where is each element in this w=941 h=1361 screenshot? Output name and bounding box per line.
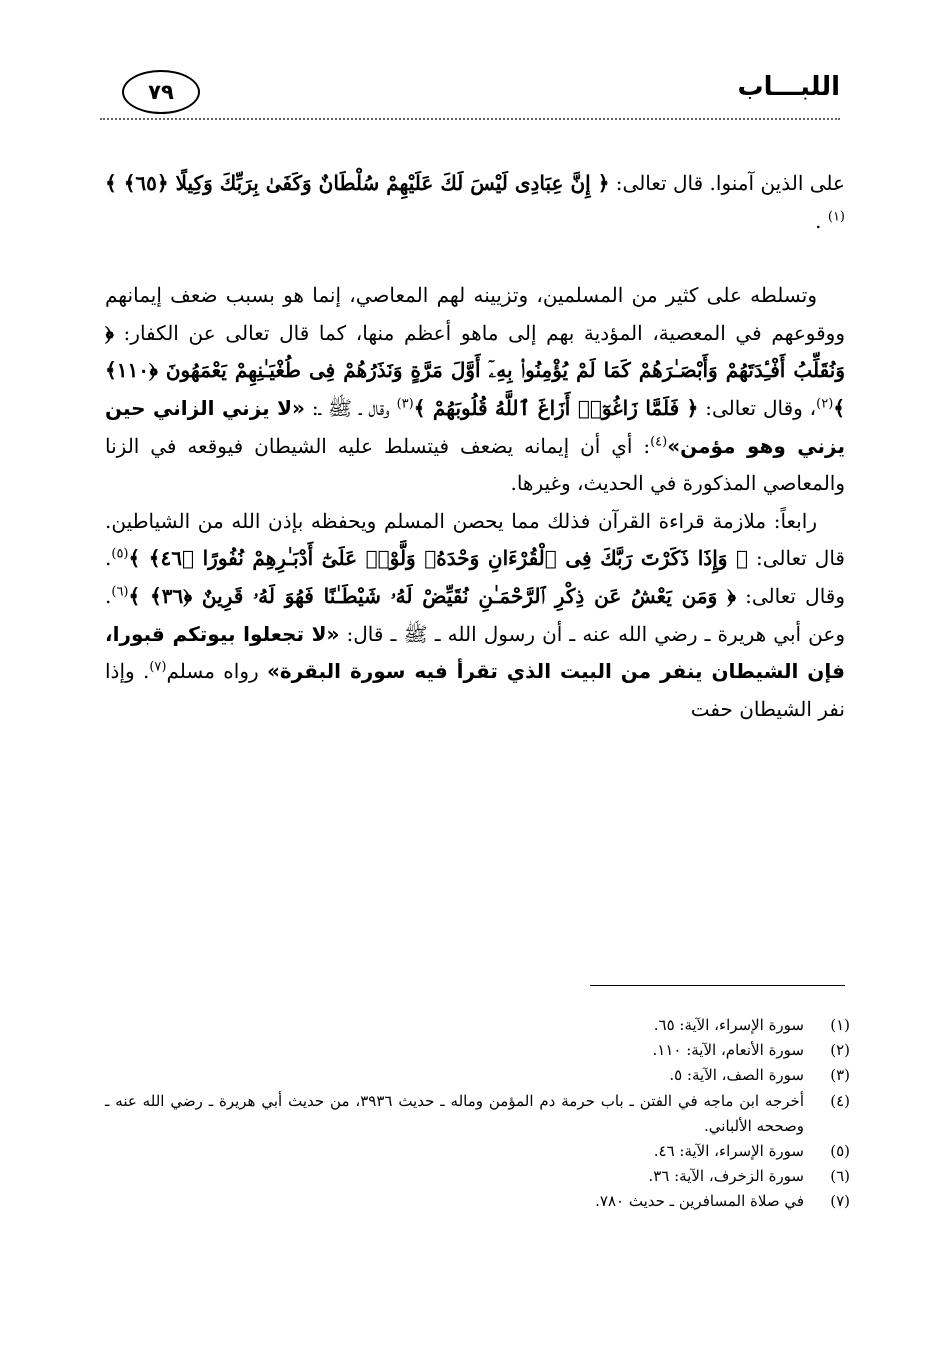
footnote-number: (٤) (830, 1091, 850, 1110)
footnote-text: سورة الأنعام، الآية: ١١٠. (652, 1041, 804, 1060)
footnote-text: أخرجه ابن ماجه في الفتن ـ باب حرمة دم المؤمن وماله ـ حديث ٣٩٣٦، من حديث أبي هريرة ـ رضي الله عنه ـ وصححه الألباني. (105, 1091, 804, 1135)
footnote-text: سورة الإسراء، الآية: ٦٥. (653, 1016, 804, 1034)
text-run: . (815, 208, 828, 233)
text-run: رواه مسلم (166, 659, 267, 684)
page-header (100, 70, 840, 120)
footnote-number: (٦) (830, 1167, 850, 1186)
footnote-divider (590, 985, 845, 986)
text-run: . وقال تعالى: (105, 546, 846, 608)
text-run: على الذين آمنوا. قال تعالى: (609, 171, 845, 195)
footnote-number: (١) (830, 1016, 850, 1034)
text-run: وقال ـ ﷺ ـ: (304, 395, 397, 420)
quran-verse: ﴿ وَنُقَلِّبُ أَفْـِٔدَتَهُمْ وَأَبْصَـٰرَهُمْ كَمَا لَمْ يُؤْمِنُوا۟ بِهِۦٓ أَوَّلَ مَرَّةٍ وَنَذَرُهُمْ فِى طُغْيَـٰنِهِمْ يَعْمَهُونَ ﴿١١٠﴾ ﴾ (105, 320, 845, 420)
footnote-text: سورة الزخرف، الآية: ٣٦. (648, 1167, 804, 1186)
text-run: : أي أن إيمانه يضعف فيتسلط عليه الشيطان فيوقعه في الزنا والمعاصي المذكورة في الحديث، وغيرها. (105, 433, 845, 496)
footnote (105, 1038, 850, 1063)
footnote (105, 1164, 850, 1189)
footnote-ref: (٦) (111, 584, 129, 600)
footnote-ref: (٣) (396, 396, 414, 412)
quran-verse: ﴿ وَإِذَا ذَكَرْتَ رَبَّكَ فِى ٱلْقُرْءَانِ وَحْدَهُۥ وَلَّوْا۟ عَلَىٰٓ أَدْبَـٰرِهِمْ نُفُورًا ﴿٤٦﴾ ﴾ (128, 546, 749, 571)
text-run: . وإذا نفر الشيطان حفت (105, 659, 845, 721)
paragraph-2 (105, 277, 845, 503)
footnote-text: سورة الإسراء، الآية: ٤٦. (653, 1142, 804, 1161)
footnote (105, 1089, 850, 1139)
footnote-number: (٥) (830, 1142, 850, 1161)
text-run: ، وقال تعالى: (698, 395, 817, 420)
footnote (105, 1189, 850, 1214)
footnote-number: (٣) (830, 1066, 850, 1085)
footnotes (105, 1013, 850, 1215)
footnote-ref: (١) (827, 208, 845, 224)
book-title: اللبـــاب (737, 72, 840, 102)
text-run: رابعاً: ملازمة قراءة القرآن فذلك مما يحصن المسلم ويحفظه بإذن الله من الشياطين. قال تعالى: (105, 508, 845, 571)
footnote-text: في صلاة المسافرين ـ حديث ٧٨٠. (595, 1192, 804, 1211)
paragraph-1 (105, 165, 845, 240)
footnote (105, 1139, 850, 1164)
footnote-ref: (٢) (816, 396, 834, 412)
footnote (105, 1013, 850, 1038)
main-text (105, 165, 845, 728)
text-run: . وعن أبي هريرة ـ رضي الله عنه ـ أن رسول الله ـ ﷺ ـ قال: (105, 583, 845, 646)
footnote-number: (٢) (830, 1041, 850, 1060)
header-divider (100, 118, 840, 120)
hadith-quote: «لا تجعلوا بيوتكم قبورا، فإن الشيطان ينفر من البيت الذي تقرأ فيه سورة البقرة» (105, 621, 845, 684)
footnote-ref: (٤) (650, 433, 668, 449)
text-run: وتسلطه على كثير من المسلمين، وتزيينه لهم المعاصي، إنما هو بسبب ضعف إيمانهم ووقوعهم في المعصية، المؤدية بهم إلى ماهو أعظم منها، كما قال تعالى عن الكفار: (105, 283, 845, 345)
quran-verse: ﴿ وَمَن يَعْشُ عَن ذِكْرِ ٱلرَّحْمَـٰنِ نُقَيِّضْ لَهُۥ شَيْطَـٰنًا فَهُوَ لَهُۥ قَرِينٌ ﴿٣٦﴾ ﴾ (128, 583, 736, 608)
page-number-badge (122, 70, 200, 114)
page-number: ٧٩ (148, 80, 174, 104)
quran-verse: ﴿ إِنَّ عِبَادِى لَيْسَ لَكَ عَلَيْهِمْ سُلْطَانٌ وَكَفَىٰ بِرَبِّكَ وَكِيلًا ﴿٦٥﴾ ﴾ (105, 171, 610, 195)
footnote-number: (٧) (830, 1192, 850, 1211)
footnote (105, 1063, 850, 1088)
hadith-quote: «لا يزني الزاني حين يزني وهو مؤمن» (105, 395, 846, 458)
footnote-text: سورة الصف، الآية: ٥. (669, 1066, 804, 1085)
paragraph-3 (105, 503, 845, 729)
footnote-ref: (٧) (149, 659, 167, 675)
footnote-ref: (٥) (111, 546, 129, 562)
quran-verse: ﴿ فَلَمَّا زَاغُوٓا۟ أَزَاغَ ٱللَّهُ قُلُوبَهُمْ ﴾ (413, 395, 699, 420)
